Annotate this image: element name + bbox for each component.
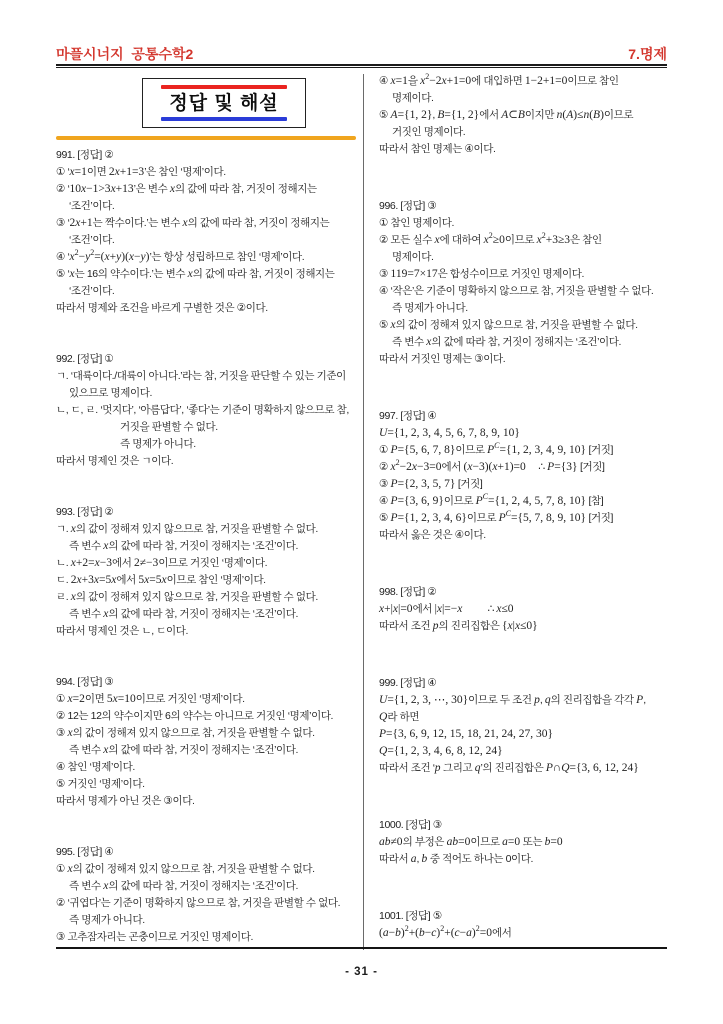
math-expression: 5x=10 bbox=[106, 693, 136, 705]
orange-divider bbox=[56, 136, 356, 140]
left-column bbox=[56, 147, 358, 980]
solution-line: ⑤ A={1, 2}, B={1, 2}에서 A⊂B이지만 n(A)≤n(B)이므로 bbox=[379, 109, 634, 121]
math-expression: x bbox=[390, 319, 396, 331]
solution-header: 1000. [정답] ③ bbox=[379, 819, 442, 831]
solution-header: 992. [정답] ① bbox=[56, 353, 114, 365]
math-expression: P bbox=[636, 694, 644, 706]
math-expression: x+|x|=0 bbox=[379, 603, 413, 615]
math-expression: 2x+3x=5x bbox=[70, 574, 117, 586]
right-column bbox=[379, 73, 670, 982]
page-number: - 31 - bbox=[345, 966, 378, 978]
solution-line: 따라서 조건 ‘p 그리고 q’의 진리집합은 P∩Q={3, 6, 12, 24} bbox=[379, 762, 639, 774]
math-expression: x+2=x−3 bbox=[70, 557, 112, 569]
solution-line bbox=[379, 726, 670, 743]
solution-line: ㄷ. 2x+3x=5x에서 5x=5x이므로 참인 ‘명제’이다. bbox=[56, 574, 266, 586]
solution-line: ⑤ 거짓인 ‘명제’이다. bbox=[56, 778, 145, 790]
book-title: 마플시너지 공통수학2 bbox=[56, 46, 194, 62]
math-expression: x bbox=[103, 540, 109, 552]
solution-line: 따라서 명제가 아닌 것은 ③이다. bbox=[56, 795, 195, 807]
page-header bbox=[56, 44, 667, 64]
answers-title-box bbox=[142, 78, 306, 128]
solution-line: ④ ‘작은’은 기준이 명확하지 않으므로 참, 거짓을 판별할 수 없다. bbox=[379, 285, 654, 297]
title-top-bar bbox=[161, 85, 287, 89]
math-expression: b bbox=[421, 853, 428, 865]
solution-line: 즉 명제가 아니다. bbox=[392, 302, 468, 314]
solution-line: ① 참인 명제이다. bbox=[379, 217, 455, 229]
solution-header: 995. [정답] ④ bbox=[56, 846, 114, 858]
solution-line: ⑤ P={1, 2, 3, 4, 6}이므로 $P^C=\{5$, 7, 8, 9, 10} [거짓] bbox=[379, 509, 614, 524]
math-expression: p bbox=[432, 620, 439, 632]
solution-line: ① x=2이면 5x=10이므로 거짓인 ‘명제’이다. bbox=[56, 693, 245, 705]
math-expression: 5x=5x bbox=[138, 574, 167, 586]
math-expression: ab≠0 bbox=[379, 836, 403, 848]
solution-header: 998. [정답] ② bbox=[379, 586, 437, 598]
title-bottom-bar bbox=[161, 117, 287, 121]
solution-section bbox=[379, 408, 670, 544]
solution-header: 1001. [정답] ⑤ bbox=[379, 910, 442, 922]
solution-line: ⑤ ‘x는 16의 약수이다.’는 변수 x의 값에 따라 참, 거짓이 정해지는 bbox=[56, 268, 335, 280]
math-expression: U={1, 2, 3, ⋯, 30} bbox=[379, 694, 469, 706]
math-expression: x bbox=[187, 268, 193, 280]
solution-line: Q라 하면 bbox=[379, 711, 420, 723]
math-expression: x bbox=[67, 727, 73, 739]
solution-header: 994. [정답] ③ bbox=[56, 676, 114, 688]
solution-line: 따라서 옳은 것은 ④이다. bbox=[379, 529, 486, 541]
solution-line: 즉 변수 x의 값에 따라 참, 거짓이 정해지는 ‘조건’이다. bbox=[392, 336, 622, 348]
solution-line: ‘조건’이다. bbox=[69, 234, 115, 246]
solution-line: 거짓인 명제이다. bbox=[392, 126, 466, 138]
math-expression: $(a-b)^2+(b-c)^2+(c-a)^2=0$ bbox=[379, 924, 492, 939]
solution-section bbox=[379, 73, 670, 158]
solution-line: ③ P={2, 3, 5, 7} [거짓] bbox=[379, 478, 483, 490]
solution-line: ㄱ. ‘대륙이다./대륙이 아니다.’라는 참, 거짓을 판단할 수 있는 기준이 bbox=[56, 370, 346, 382]
solution-section bbox=[56, 351, 358, 470]
math-expression: Q bbox=[379, 711, 388, 723]
math-expression: x=1 bbox=[390, 75, 408, 87]
solution-line: $(a-b)^2+(b-c)^2+(c-a)^2=0$에서 bbox=[379, 924, 512, 939]
math-expression: x bbox=[169, 183, 175, 195]
solution-section bbox=[379, 198, 670, 368]
solution-line: 명제이다. bbox=[392, 251, 434, 263]
math-expression: q bbox=[474, 762, 481, 774]
math-expression: x bbox=[70, 591, 76, 603]
solution-line: ③ 고추잠자리는 곤충이므로 거짓인 명제이다. bbox=[56, 931, 253, 943]
math-expression: q bbox=[544, 694, 551, 706]
solution-line: ㄹ. x의 값이 정해져 있지 않으므로 참, 거짓을 판별할 수 없다. bbox=[56, 591, 318, 603]
solution-line: ① x의 값이 정해져 있지 않으므로 참, 거짓을 판별할 수 없다. bbox=[56, 863, 315, 875]
solution-line: ② $x^2-2x-3=0$에서 (x−3)(x+1)=0 ∴ P={3} [거짓] bbox=[379, 458, 605, 473]
solution-section bbox=[56, 674, 358, 810]
math-expression: $P^C=\{1$, 2, 4, 5, 7, 8, 10} bbox=[475, 492, 586, 507]
solution-section bbox=[379, 817, 670, 868]
math-expression: (x−3)(x+1)=0 bbox=[463, 461, 526, 473]
solution-line: 즉 명제가 아니다. bbox=[69, 914, 145, 926]
solution-line: ② ‘10x−1>3x+13’은 변수 x의 값에 따라 참, 거짓이 정해지는 bbox=[56, 183, 317, 195]
math-expression: 2≠−3 bbox=[134, 557, 159, 569]
solution-line: ④ x=1을 $x^2-2x+1=0$에 대입하면 1−2+1=0이므로 참인 bbox=[379, 72, 619, 87]
solution-header: 993. [정답] ② bbox=[56, 506, 114, 518]
solution-line: ① ‘x=1이면 2x+1=3’은 참인 ‘명제’이다. bbox=[56, 166, 226, 178]
solution-line: ab≠0의 부정은 ab=0이므로 a=0 또는 b=0 bbox=[379, 836, 563, 848]
solution-line: ④ ‘$x^2-y^2=(x+y)(x-y)$’는 항상 성립하므로 참인 ‘명제’이다. bbox=[56, 248, 305, 263]
solution-line bbox=[379, 425, 670, 442]
solution-line: ‘조건’이다. bbox=[69, 200, 115, 212]
math-expression: P={2, 3, 5, 7} bbox=[390, 478, 456, 490]
math-expression: x≤0 bbox=[496, 603, 514, 615]
solution-line: ③ 119=7×17은 합성수이므로 거짓인 명제이다. bbox=[379, 268, 585, 280]
math-expression: x bbox=[70, 523, 76, 535]
solution-line: ㄴ, ㄷ, ㄹ. ‘멋지다’, ‘아름답다’, ‘좋다’는 기준이 명확하지 않으므로 참, bbox=[56, 404, 349, 416]
solution-line: 따라서 거짓인 명제는 ③이다. bbox=[379, 353, 506, 365]
math-expression: 10x−1>3x+13 bbox=[69, 183, 134, 195]
math-expression: p bbox=[534, 694, 540, 706]
math-expression: p bbox=[434, 762, 441, 774]
math-expression: n(A)≤n(B) bbox=[556, 109, 604, 121]
solution-section bbox=[379, 908, 670, 942]
math-expression: x bbox=[103, 880, 109, 892]
footer-rule bbox=[56, 947, 667, 949]
math-expression: $P^C=\{5$, 7, 8, 9, 10} bbox=[498, 509, 586, 524]
solution-line: ① P={5, 6, 7, 8}이므로 $P^C=\{1$, 2, 3, 4, 9, 10} [거짓] bbox=[379, 441, 614, 456]
math-expression: P={3, 6, 9} bbox=[390, 495, 444, 507]
solution-line: U={1, 2, 3, ⋯, 30}이므로 두 조건 p, q의 진리집합을 각각 P, bbox=[379, 694, 646, 706]
solution-line: ④ 참인 ‘명제’이다. bbox=[56, 761, 135, 773]
solution-line: 즉 변수 x의 값에 따라 참, 거짓이 정해지는 ‘조건’이다. bbox=[69, 744, 299, 756]
solution-section bbox=[379, 675, 670, 777]
solution-line: 따라서 a, b 중 적어도 하나는 0이다. bbox=[379, 853, 534, 865]
math-expression: $x^2-y^2=(x+y)(x-y)$ bbox=[69, 248, 150, 263]
math-expression: A={1, 2} bbox=[390, 109, 433, 121]
solution-line: 즉 변수 x의 값에 따라 참, 거짓이 정해지는 ‘조건’이다. bbox=[69, 608, 299, 620]
solution-line: 즉 변수 x의 값에 따라 참, 거짓이 정해지는 ‘조건’이다. bbox=[69, 540, 299, 552]
math-expression: $x^2\ge 0$ bbox=[483, 231, 505, 246]
math-expression: P∩Q={3, 6, 12, 24} bbox=[545, 762, 639, 774]
math-expression: P={5, 6, 7, 8} bbox=[390, 444, 456, 456]
math-expression: 2x+1=3 bbox=[108, 166, 145, 178]
solution-header: 997. [정답] ④ bbox=[379, 410, 437, 422]
solution-section bbox=[56, 844, 358, 946]
math-expression: $P^C=\{1$, 2, 3, 4, 9, 10} bbox=[487, 441, 586, 456]
math-expression: x bbox=[67, 863, 73, 875]
solution-section bbox=[379, 584, 670, 635]
solution-line: 즉 변수 x의 값에 따라 참, 거짓이 정해지는 ‘조건’이다. bbox=[69, 880, 299, 892]
math-expression: 1−2+1=0 bbox=[524, 75, 568, 87]
solution-line: ④ P={3, 6, 9}이므로 $P^C=\{1$, 2, 4, 5, 7, 8, 10} [참] bbox=[379, 492, 604, 507]
math-expression: $x^2+3\ge 3$ bbox=[536, 231, 571, 246]
solution-line: 있으므로 명제이다. bbox=[69, 387, 152, 399]
solution-line: 즉 명제가 아니다. bbox=[120, 438, 196, 450]
math-expression: P={3, 6, 9, 12, 15, 18, 21, 24, 27, 30} bbox=[379, 728, 554, 740]
math-expression: P={3} bbox=[547, 461, 578, 473]
solution-line: ⑤ x의 값이 정해져 있지 않으므로 참, 거짓을 판별할 수 없다. bbox=[379, 319, 638, 331]
math-expression: |x|=−x bbox=[434, 603, 463, 615]
math-expression: $x^2-2x+1=0$ bbox=[420, 72, 472, 87]
solution-header: 991. [정답] ② bbox=[56, 149, 114, 161]
header-rule bbox=[56, 64, 667, 68]
math-expression: ab=0 bbox=[446, 836, 471, 848]
solution-line: 명제이다. bbox=[392, 92, 434, 104]
math-expression: a bbox=[410, 853, 417, 865]
solution-header: 999. [정답] ④ bbox=[379, 677, 437, 689]
math-expression: A⊂B bbox=[501, 109, 525, 121]
solution-line: ③ ‘2x+1는 짝수이다.’는 변수 x의 값에 따라 참, 거짓이 정해지는 bbox=[56, 217, 330, 229]
solution-line: ‘조건’이다. bbox=[69, 285, 115, 297]
math-expression: x bbox=[182, 217, 188, 229]
solution-header: 996. [정답] ③ bbox=[379, 200, 437, 212]
math-expression: U={1, 2, 3, 4, 5, 6, 7, 8, 9, 10} bbox=[379, 427, 520, 439]
math-expression: x=2 bbox=[67, 693, 85, 705]
solution-line: 거짓을 판별할 수 없다. bbox=[120, 421, 218, 433]
math-expression: x bbox=[434, 234, 440, 246]
solution-line: ② ‘귀엽다’는 기준이 명확하지 않으므로 참, 거짓을 판별할 수 없다. bbox=[56, 897, 341, 909]
math-expression: x=1 bbox=[69, 166, 87, 178]
math-expression: x bbox=[426, 336, 432, 348]
math-expression: P={1, 2, 3, 4, 6} bbox=[390, 512, 467, 524]
page-title: 정답 및 해설 bbox=[169, 92, 279, 114]
math-expression: B={1, 2} bbox=[437, 109, 480, 121]
solution-line: ② 모든 실수 x에 대하여 $x^2\ge 0$이므로 $x^2+3\ge 3$은 참인 bbox=[379, 231, 602, 246]
solution-line: ㄱ. x의 값이 정해져 있지 않으므로 참, 거짓을 판별할 수 없다. bbox=[56, 523, 318, 535]
solution-section bbox=[56, 147, 358, 317]
solution-line: 따라서 명제인 것은 ㄱ이다. bbox=[56, 455, 174, 467]
solution-line: ㄴ. x+2=x−3에서 2≠−3이므로 거짓인 ‘명제’이다. bbox=[56, 557, 268, 569]
solution-line: 따라서 명제와 조건을 바르게 구별한 것은 ②이다. bbox=[56, 302, 268, 314]
math-expression: x bbox=[103, 744, 109, 756]
math-expression: {x|x≤0} bbox=[502, 620, 538, 632]
math-expression: Q={1, 2, 3, 4, 6, 8, 12, 24} bbox=[379, 745, 503, 757]
math-expression: 119=7×17 bbox=[390, 268, 438, 280]
solution-line bbox=[379, 743, 670, 760]
chapter-title: 7.명제 bbox=[628, 46, 667, 62]
solution-line: 따라서 명제인 것은 ㄴ, ㄷ이다. bbox=[56, 625, 189, 637]
math-expression: $x^2-2x-3=0$ bbox=[390, 458, 442, 473]
solution-section bbox=[56, 504, 358, 640]
math-expression: x bbox=[103, 608, 109, 620]
solution-line: x+|x|=0에서 |x|=−x ∴ x≤0 bbox=[379, 603, 514, 615]
math-expression: b=0 bbox=[544, 836, 563, 848]
math-expression: 2x+1 bbox=[69, 217, 93, 229]
math-expression: a=0 bbox=[502, 836, 521, 848]
math-expression: x bbox=[69, 268, 75, 280]
solution-line: ③ x의 값이 정해져 있지 않으므로 참, 거짓을 판별할 수 없다. bbox=[56, 727, 315, 739]
solution-line: 따라서 참인 명제는 ④이다. bbox=[379, 143, 496, 155]
solution-line: ② 12는 12의 약수이지만 6의 약수는 아니므로 거짓인 ‘명제’이다. bbox=[56, 710, 334, 722]
column-divider bbox=[363, 74, 364, 950]
solution-line: 따라서 조건 p의 진리집합은 {x|x≤0} bbox=[379, 620, 538, 632]
